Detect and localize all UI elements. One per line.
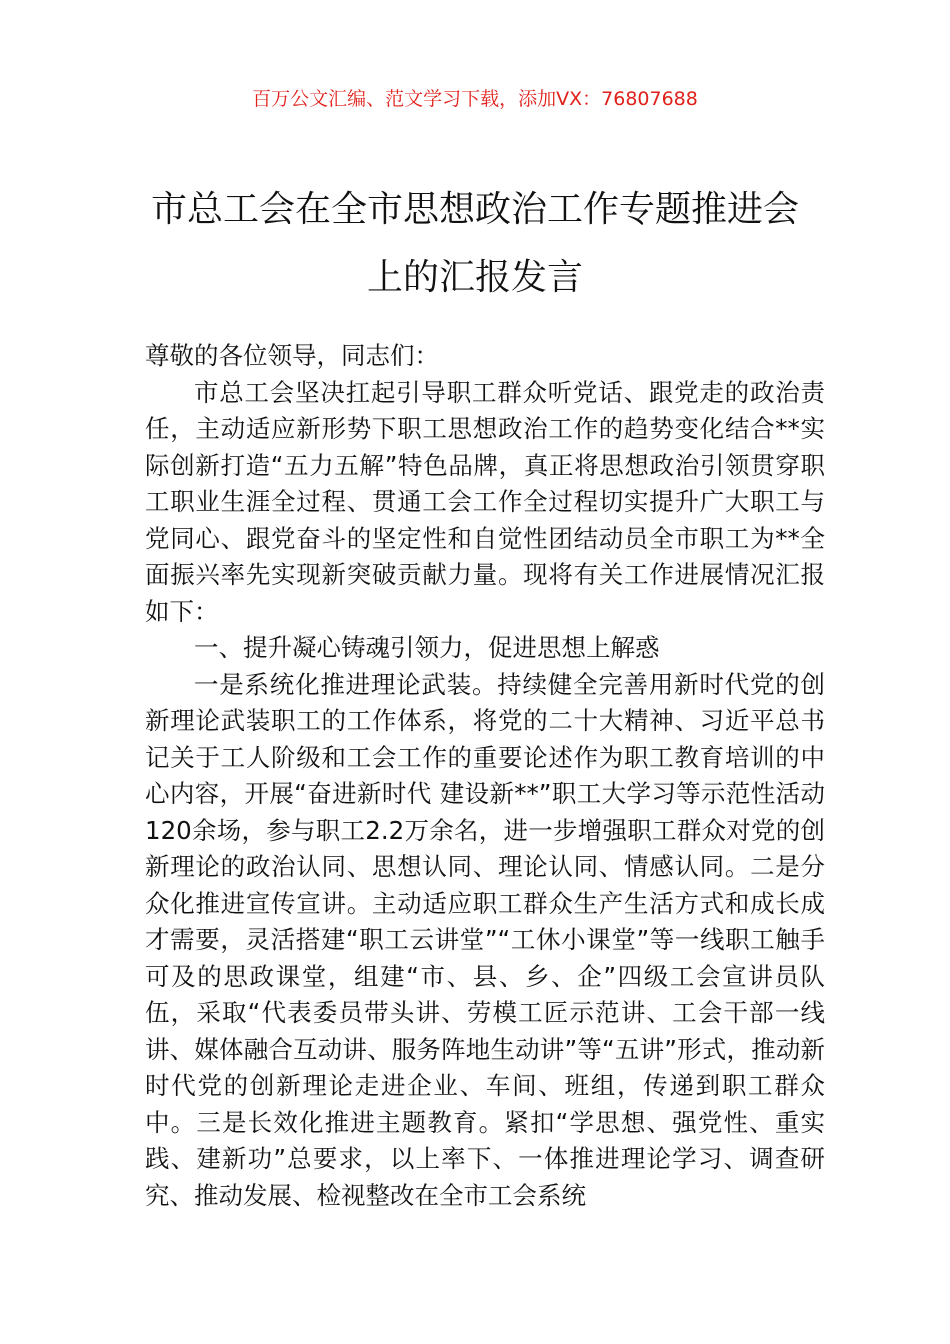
document-title [100,176,850,312]
document-body [145,338,825,1214]
section-heading-1: 一、提升凝心铸魂引领力，促进思想上解惑 [194,633,660,662]
intro-paragraph: 市总工会坚决扛起引导职工群众听党话、跟党走的政治责任，主动适应新形势下职工思想政治工作的趋势变化结合**实际创新打造“五力五解”特色品牌，真正将思想政治引领贯穿职工职业生涯全过程、贯通工会工作全过程切实提升广大职工与党同心、跟党奋斗的坚定性和自觉性团结动员全市职工为**全面振兴率先实现新突破贡献力量。现将有关工作进展情况汇报如下： [145,377,825,626]
title-line-2: 上的汇报发言 [366,257,583,298]
title-line-1: 市总工会在全市思想政治工作专题推进会 [150,189,799,230]
section-1-paragraph: 一是系统化推进理论武装。持续健全完善用新时代党的创新理论武装职工的工作体系，将党的二十大精神、习近平总书记关于工人阶级和工会工作的重要论述作为职工教育培训的中心内容，开展“奋进新时代 建设新**”职工大学习等示范性活动120余场，参与职工2.2万余名，进一步增强职工群众对党的创新理论的政治认同、思想认同、理论认同、情感认同。二是分众化推进宣传宣讲。主动适应职工群众生产生活方式和成长成才需要，灵活搭建“职工云讲堂”“工休小课堂”等一线职工触手可及的思政课堂，组建“市、县、乡、企”四级工会宣讲员队伍，采取“代表委员带头讲、劳模工匠示范讲、工会干部一线讲、媒体融合互动讲、服务阵地生动讲”等“五讲”形式，推动新时代党的创新理论走进企业、车间、班组，传递到职工群众中。三是长效化推进主题教育。紧扣“学思想、强党性、重实践、建新功”总要求，以上率下、一体推进理论学习、调查研究、推动发展、检视整改在全市工会系统 [145,669,825,1210]
watermark-banner: 百万公文汇编、范文学习下载，添加VX：76807688 [252,88,698,110]
salutation: 尊敬的各位领导，同志们： [145,341,439,370]
